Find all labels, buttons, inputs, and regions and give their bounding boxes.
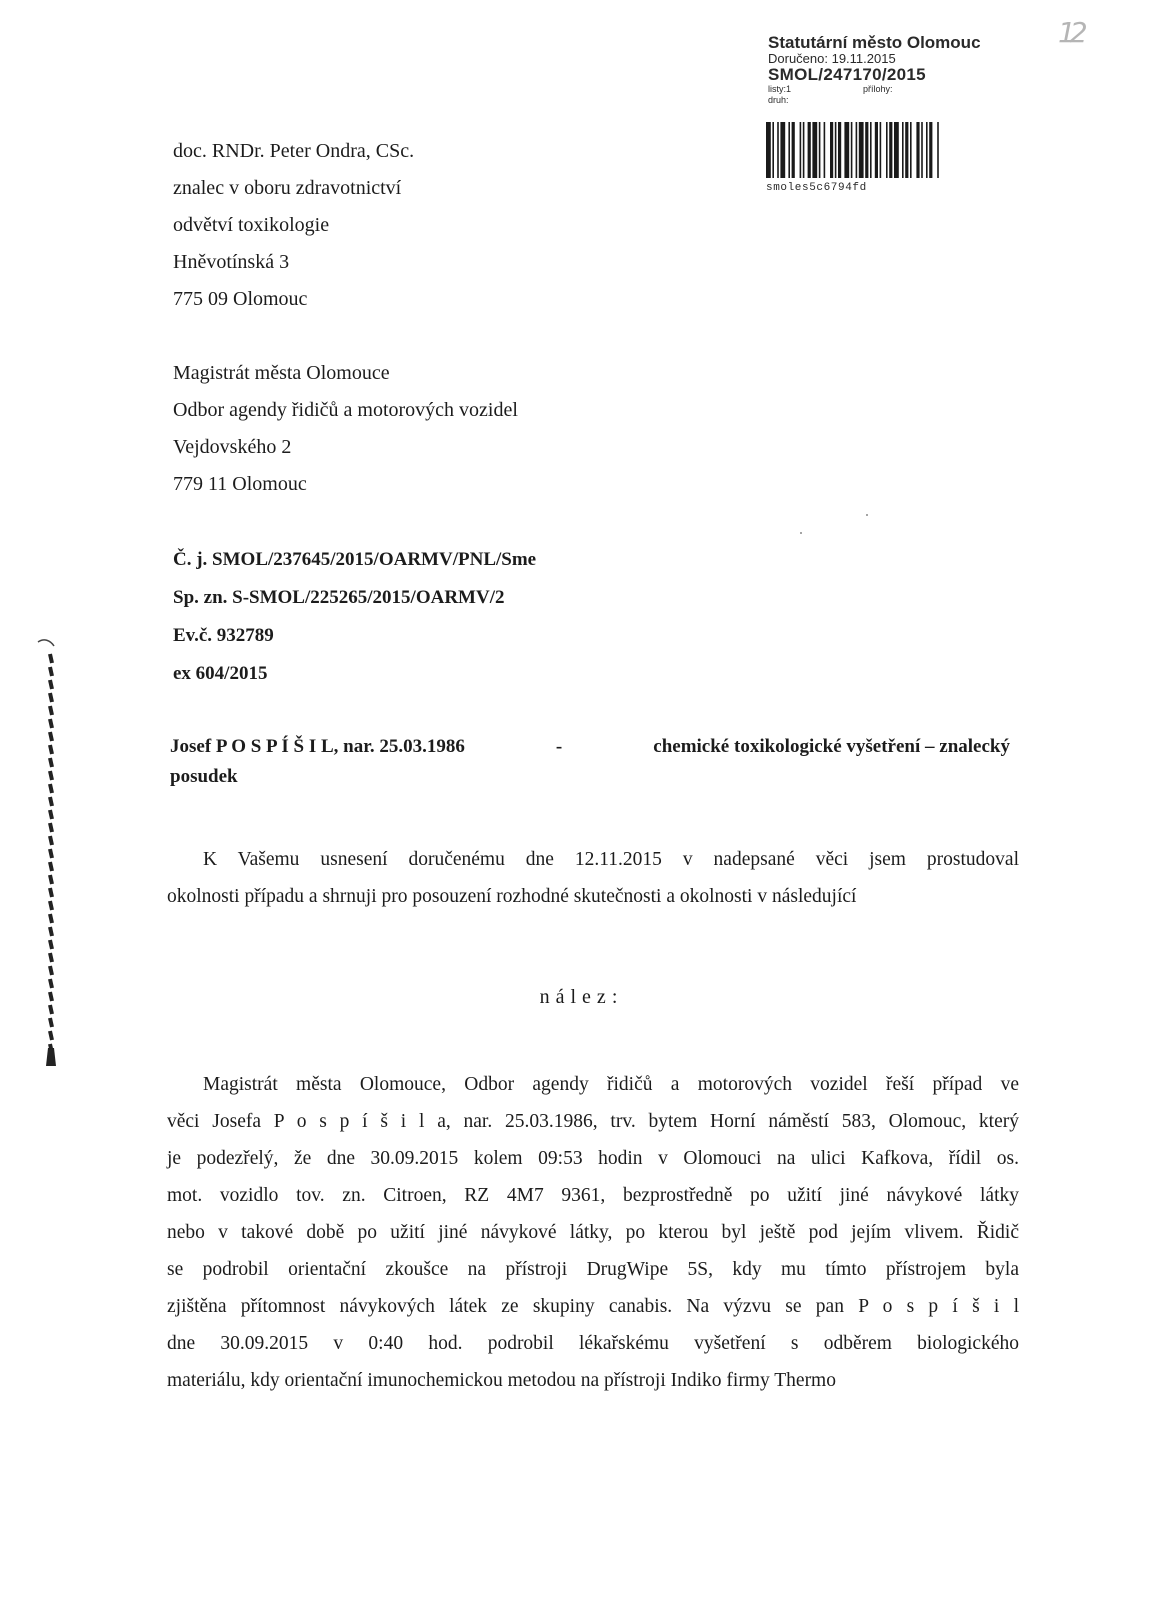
barcode-bar	[803, 122, 805, 178]
paragraph-line: dne 30.09.2015 v 0:40 hod. podrobil lékařskému vyšetření s odběrem biologického	[167, 1333, 1019, 1354]
reference-line: Č. j. SMOL/237645/2015/OARMV/PNL/Sme	[173, 549, 537, 570]
binding-tick	[50, 680, 52, 689]
binding-tick	[50, 875, 52, 884]
binding-tick	[50, 849, 52, 858]
reference-line: ex 604/2015	[173, 663, 268, 684]
subject-person: Josef P O S P Í Š I L, nar. 25.03.1986	[170, 736, 465, 757]
binding-tick	[50, 1031, 52, 1040]
binding-end	[46, 1048, 56, 1066]
barcode-bar	[766, 122, 771, 178]
recipient-line: 779 11 Olomouc	[173, 473, 307, 495]
findings-paragraph	[167, 1066, 1019, 1399]
stamp-received-date: Doručeno: 19.11.2015	[768, 51, 896, 66]
binding-tick	[50, 771, 52, 780]
paragraph-line: Magistrát města Olomouce, Odbor agendy řidičů a motorových vozidel řeší případ ve	[203, 1074, 1019, 1095]
binding-tick	[50, 693, 52, 702]
stamp-sheets: listy:1	[768, 84, 792, 94]
barcode-bar	[865, 122, 868, 178]
intro-paragraph	[167, 841, 1019, 915]
binding-tick	[50, 823, 52, 832]
binding-tick	[50, 784, 52, 793]
binding-tick	[50, 732, 52, 741]
barcode-bar	[824, 122, 826, 178]
paragraph-line: okolnosti případu a shrnuji pro posouzení rozhodné skutečnosti a okolnosti v následující	[167, 886, 857, 907]
barcode-bar	[788, 122, 790, 178]
stamp-reference-number: SMOL/247170/2015	[768, 65, 926, 84]
paragraph-line: se podrobil orientační zkoušce na přístroji DrugWipe 5S, kdy mu tímto přístrojem byla	[167, 1259, 1019, 1280]
binding-curl	[38, 640, 54, 646]
barcode-bar	[792, 122, 795, 178]
barcode-bar	[780, 122, 785, 178]
barcode-bar	[875, 122, 878, 178]
barcode-bar	[880, 122, 882, 178]
barcode-bar	[812, 122, 817, 178]
barcode-bar	[916, 122, 919, 178]
stamp-attachments: přílohy:	[863, 84, 893, 94]
subject-topic-continued: posudek	[170, 766, 238, 787]
paragraph-line: K Vašemu usnesení doručenému dne 12.11.2015 v nadepsané věci jsem prostudoval	[203, 849, 1019, 870]
binding-tick	[50, 914, 52, 923]
sender-line: doc. RNDr. Peter Ondra, CSc.	[173, 140, 415, 162]
barcode-bar	[856, 122, 858, 178]
barcode-bar	[819, 122, 821, 178]
paragraph-line: materiálu, kdy orientační imunochemickou metodou na přístroji Indiko firmy Thermo	[167, 1370, 836, 1391]
sender-line: znalec v oboru zdravotnictví	[173, 177, 402, 199]
stamp-kind: druh:	[768, 95, 789, 105]
sender-line: 775 09 Olomouc	[173, 288, 308, 310]
recipient-line: Odbor agendy řidičů a motorových vozidel	[173, 399, 518, 421]
paragraph-line: mot. vozidlo tov. zn. Citroen, RZ 4M7 9361, bezprostředně po užití jiné návykové látky	[167, 1185, 1019, 1206]
section-heading: nález:	[539, 986, 624, 1008]
barcode-bar	[800, 122, 802, 178]
binding-tick	[50, 797, 52, 806]
binding-tick	[50, 654, 52, 663]
binding-tick	[50, 1018, 52, 1027]
barcode-bar	[859, 122, 864, 178]
binding-tick	[50, 836, 52, 845]
barcode-bar	[929, 122, 932, 178]
barcode-bar	[844, 122, 849, 178]
binding-tick	[50, 810, 52, 819]
binding-tick	[50, 901, 52, 910]
barcode-bar	[921, 122, 923, 178]
sender-line: Hněvotínská 3	[173, 251, 290, 273]
paragraph-line: zjištěna přítomnost návykových látek ze skupiny canabis. Na výzvu se pan P o s p í š i l	[167, 1296, 1019, 1317]
registry-stamp	[768, 34, 1038, 106]
recipient-address	[173, 355, 518, 503]
recipient-line: Magistrát města Olomouce	[173, 362, 390, 384]
binding-tick	[50, 927, 52, 936]
binding-tick	[50, 888, 52, 897]
recipient-line: Vejdovského 2	[173, 436, 292, 458]
reference-line: Sp. zn. S-SMOL/225265/2015/OARMV/2	[173, 587, 505, 608]
barcode-bar	[889, 122, 892, 178]
barcode	[766, 122, 1020, 178]
binding-tick	[50, 758, 52, 767]
barcode-bar	[937, 122, 939, 178]
sender-line: odvětví toxikologie	[173, 214, 330, 236]
speck	[800, 532, 802, 534]
paragraph-line: je podezřelý, že dne 30.09.2015 kolem 09:53 hodin v Olomouci na ulici Kafkova, řídil os.	[167, 1148, 1019, 1169]
barcode-bar	[886, 122, 888, 178]
paragraph-line: nebo v takové době po užití jiné návykové látky, po kterou byl ještě pod jejím vlivem. Řidič	[167, 1222, 1019, 1243]
subject-line	[170, 732, 1010, 792]
reference-line: Ev.č. 932789	[173, 625, 274, 646]
barcode-text: smoles5c6794fd	[766, 182, 867, 194]
barcode-bar	[905, 122, 908, 178]
speck	[866, 514, 868, 516]
barcode-bar	[894, 122, 899, 178]
binding-tick	[50, 719, 52, 728]
barcode-bar	[870, 122, 872, 178]
page-number-mark: 12	[1058, 16, 1082, 49]
stamp-title: Statutární město Olomouc	[768, 33, 981, 52]
subject-dash: -	[555, 736, 563, 757]
barcode-bar	[835, 122, 837, 178]
barcode-bar	[902, 122, 904, 178]
binding-tick	[50, 966, 52, 975]
reference-numbers	[173, 541, 536, 693]
barcode-bar	[830, 122, 833, 178]
barcode-bar	[808, 122, 811, 178]
binding-tick	[50, 667, 52, 676]
barcode-bar	[926, 122, 928, 178]
barcode-bar	[838, 122, 841, 178]
barcode-bar	[851, 122, 853, 178]
barcode-bar	[777, 122, 779, 178]
binding-tick	[50, 940, 52, 949]
binding-tick	[50, 706, 52, 715]
binding-tick	[50, 862, 52, 871]
barcode-bar	[772, 122, 774, 178]
sender-address	[173, 133, 414, 318]
binding-tick	[50, 745, 52, 754]
subject-topic: chemické toxikologické vyšetření – znalecký	[653, 736, 1010, 757]
paragraph-line: věci Josefa P o s p í š i l a, nar. 25.03.1986, trv. bytem Horní náměstí 583, Olomouc, který	[167, 1111, 1019, 1132]
binding-tick	[50, 953, 52, 962]
stamp-sheets-row	[768, 84, 1038, 95]
barcode-bar	[910, 122, 912, 178]
